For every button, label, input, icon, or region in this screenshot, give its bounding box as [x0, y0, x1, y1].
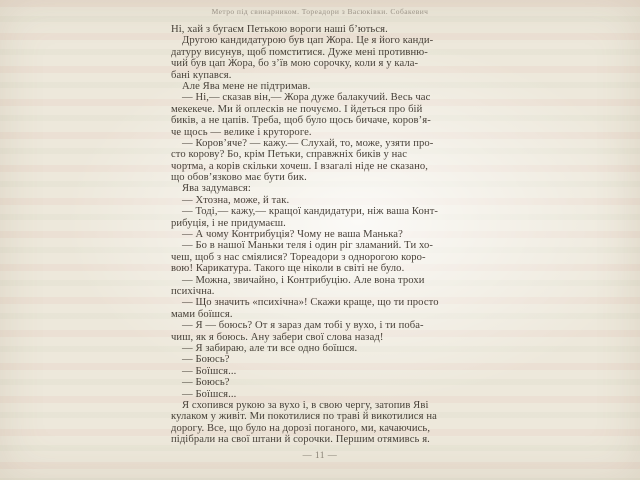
page-number: — 11 — [302, 450, 338, 460]
text-line: кулаком у живіт. Ми покотилися по траві й викотилися на [171, 411, 437, 423]
text-line: Ні, хай з бугаєм Петькою вороги наші б’ються. [171, 24, 388, 35]
text-line: — Я забираю, але ти все одно боїшся. [182, 342, 358, 354]
text-line: — Бо в нашої Маньки теля і один ріг зламаний. Ти хо- [182, 240, 434, 252]
text-line: — Коров’яче? — кажу.— Слухай, то, може, узяти про- [182, 137, 434, 149]
text-line: рибуція, і не придумаєш. [171, 217, 286, 229]
text-line: Але Ява мене не підтримав. [182, 80, 311, 92]
text-line: підібрали на свої штани й сорочки. Першим отямивсь я. [171, 434, 430, 446]
text-line: сто корову? Бо, крім Петьки, справжніх биків у нас [171, 149, 408, 161]
text-line: чий був цап Жора, бо з’їв мою сорочку, коли я у кала- [171, 58, 419, 70]
text-line: мами боїшся. [171, 308, 233, 320]
text-line: датуру висунув, щоб помститися. Дуже мені противню- [171, 46, 428, 58]
text-line: бані купався. [171, 69, 232, 81]
text-line: — Хтозна, може, й так. [182, 194, 290, 206]
text-line: чеш, щоб з нас сміялися? Тореадори з однорогою коро- [171, 251, 426, 263]
text-line: — Можна, звичайно, і Контрибуцію. Але вона трохи [182, 274, 425, 286]
text-line: — Що значить «психічна»! Скажи краще, що ти просто [182, 297, 439, 309]
text-line: — Тоді,— кажу,— кращої кандидатури, ніж ваша Конт- [182, 206, 439, 218]
running-header: Метро під свинарником. Тореадори з Васюківки. Собакевич [211, 7, 429, 16]
text-line: мекекече. Ми й оплесків не почуємо. І йдеться про бій [171, 103, 423, 115]
text-line: дорогу. Все, що було на дорозі поганого, ми, качаючись, [171, 422, 431, 434]
text-line: психічна. [171, 285, 215, 297]
text-line: чортма, а корів скільки хочеш. І взагалі ніде не сказано, [171, 160, 429, 172]
text-line: Другою кандидатурою був цап Жора. Це я його канди- [182, 35, 434, 47]
text-line: — Боїшся... [182, 388, 237, 400]
text-line: че щось — велике і крутороге. [171, 126, 312, 138]
text-line: вою! Карикатура. Такого ще ніколи в світі не було. [171, 263, 405, 275]
text-line: — Я — боюсь? От я зараз дам тобі у вухо, і ти поба- [182, 320, 424, 332]
text-line: Ява задумався: [182, 183, 251, 195]
text-line: чиш, як я боюсь. Ану забери свої слова назад! [171, 331, 384, 343]
text-line: — Ні,— сказав він,— Жора дуже балакучий. Весь час [182, 92, 431, 104]
text-line: — Боюсь? [182, 354, 230, 366]
text-line: — Боюсь? [182, 377, 230, 389]
text-line: биків, а не цапів. Треба, щоб було щось бичаче, коров’я- [171, 115, 431, 127]
text-line: що обов’язково має бути бик. [171, 172, 307, 184]
page-text [171, 24, 471, 445]
text-line: Я схопився рукою за вухо і, в свою чергу, затопив Яві [182, 399, 429, 411]
text-line: — Боїшся... [182, 365, 237, 377]
text-line: — А чому Контрибуція? Чому не ваша Манька? [182, 229, 403, 241]
